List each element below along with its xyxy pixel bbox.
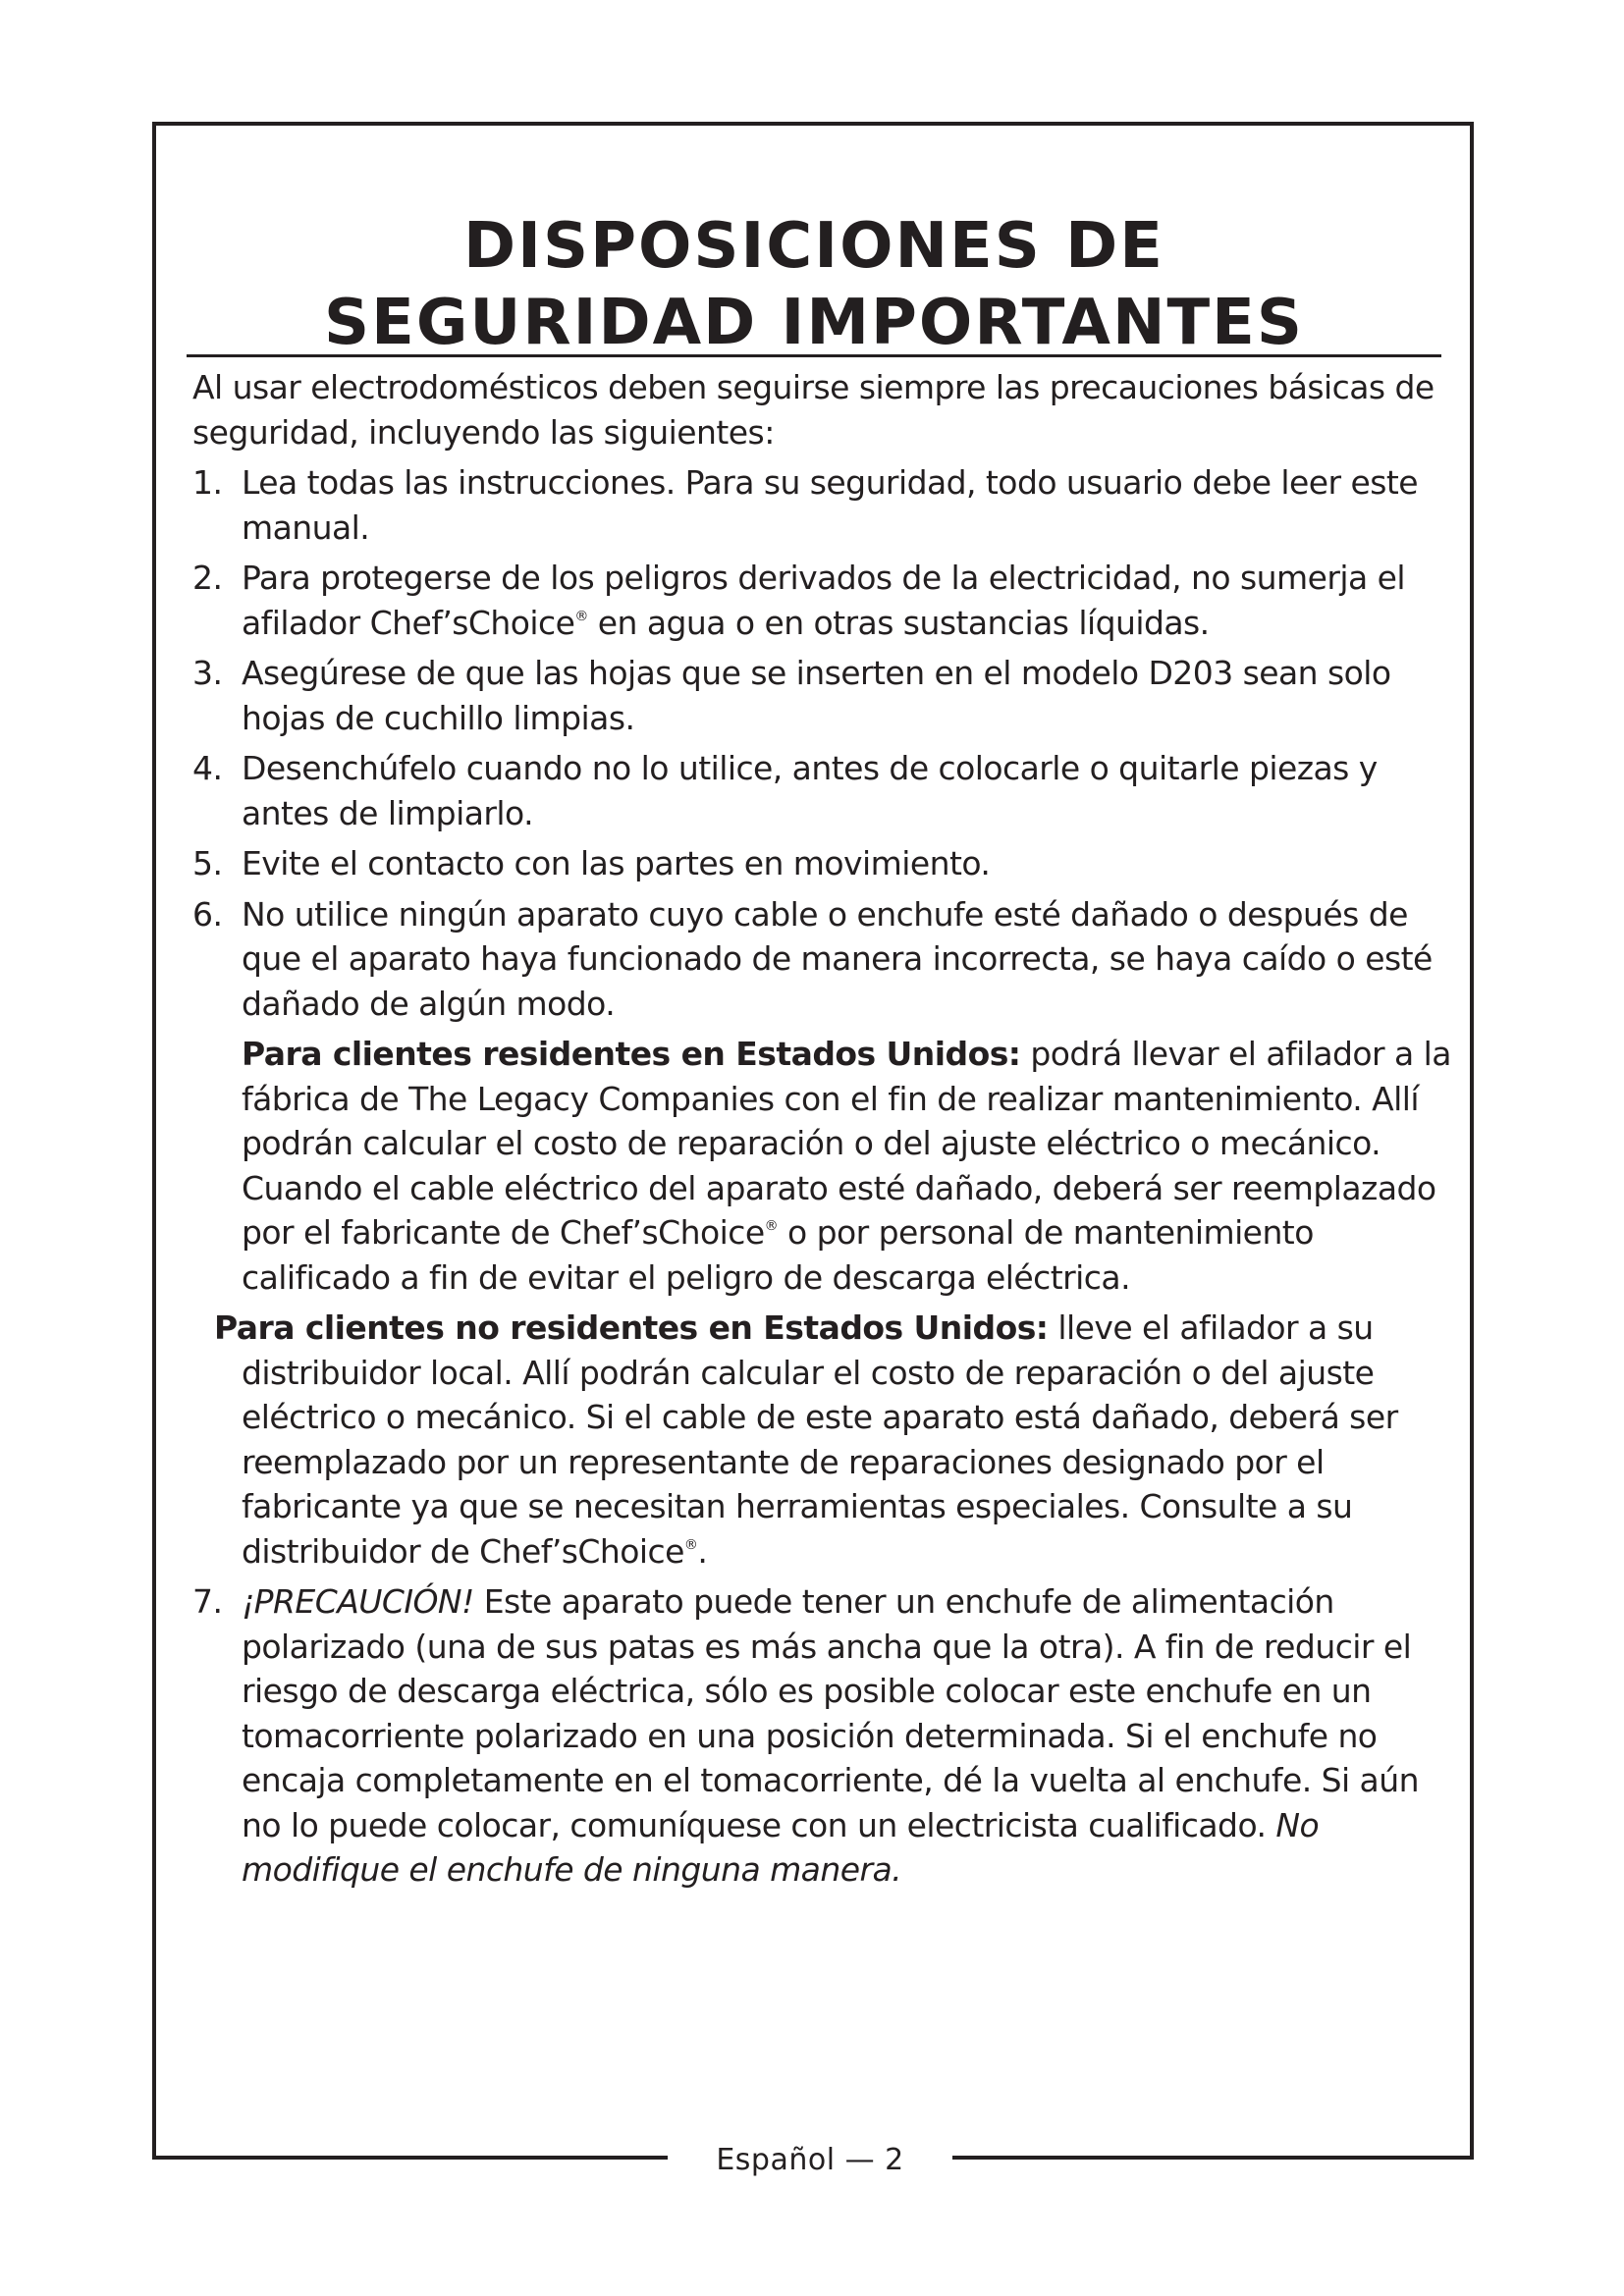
page-title	[187, 208, 1441, 361]
intro-paragraph: Al usar electrodomésticos deben seguirse siempre las precauciones básicas de seguridad, incluyendo las siguientes:	[192, 368, 1435, 452]
list-item-1	[192, 460, 1454, 550]
item-text: Este aparato puede tener un enchufe de alimentación polarizado (una de sus patas es más ancha que la otra). A fin de reducir el riesgo de descarga eléctrica, sólo es posible colocar este enchufe en un tomacorriente polarizado en una posición determinada. Si el enchufe no encaja completamente en el tomacorriente, dé la vuelta al enchufe. Si aún no lo puede colocar, comuníquese con un electricista cualificado.	[242, 1582, 1419, 1844]
item-number: 1.	[192, 463, 223, 502]
item-text-cont: en agua o en otras sustancias líquidas.	[587, 603, 1210, 642]
closing-warning: No modifique el enchufe de ninguna manera.	[242, 1805, 1320, 1889]
item-number: 4.	[192, 749, 223, 787]
title-underline	[187, 354, 1441, 357]
registered-mark: ®	[764, 1218, 779, 1234]
non-us-customers-text: lleve el afilador a su distribuidor local. Allí podrán calcular el costo de reparación o del ajuste eléctrico o mecánico. Si el cable de este aparato está dañado, deberá ser reemplazado por un representante de reparaciones designado por el fabricante ya que se necesitan herramientas especiales. Consulte a su distribuidor de Chef’sChoice	[242, 1308, 1398, 1571]
list-item-6	[192, 892, 1454, 1027]
us-customers-paragraph	[192, 1032, 1454, 1300]
non-us-customers-label: Para clientes no residentes en Estados Unidos:	[214, 1308, 1049, 1347]
item-number: 7.	[192, 1582, 223, 1621]
item-text: Lea todas las instrucciones. Para su seguridad, todo usuario debe leer este manual.	[242, 463, 1419, 547]
page-footer: Español — 2	[716, 2143, 904, 2177]
title-line-2: SEGURIDAD IMPORTANTES	[324, 287, 1304, 359]
item-text: Evite el contacto con las partes en movimiento.	[242, 844, 991, 882]
list-item-3	[192, 651, 1454, 740]
non-us-customers-paragraph	[192, 1306, 1454, 1574]
item-number: 3.	[192, 654, 223, 692]
list-item-4	[192, 746, 1454, 835]
list-item-5	[192, 841, 1454, 886]
us-customers-text: podrá llevar el afilador a la fábrica de The Legacy Companies con el fin de realizar mantenimiento. Allí podrán calcular el costo de reparación o del ajuste eléctrico o mecánico. Cuando el cable eléctrico del aparato esté dañado, deberá ser reemplazado por el fabricante de Chef’sChoice	[242, 1035, 1451, 1252]
item-text: Para protegerse de los peligros derivados de la electricidad, no sumerja el afilador Chef’sChoice	[242, 559, 1405, 642]
item-number: 5.	[192, 844, 223, 882]
item-text: Asegúrese de que las hojas que se inserten en el modelo D203 sean solo hojas de cuchillo limpias.	[242, 654, 1391, 737]
list-item-2	[192, 556, 1454, 645]
item-text: Desenchúfelo cuando no lo utilice, antes de colocarle o quitarle piezas y antes de limpiarlo.	[242, 749, 1378, 832]
title-line-1: DISPOSICIONES DE	[463, 210, 1164, 283]
caution-label: ¡PRECAUCIÓN!	[242, 1582, 474, 1621]
item-number: 6.	[192, 894, 223, 934]
list-item-7	[192, 1579, 1454, 1893]
us-customers-label: Para clientes residentes en Estados Unidos:	[242, 1035, 1021, 1073]
us-customers-text-cont: o por personal de mantenimiento calificado a fin de evitar el peligro de descarga eléctrica.	[242, 1213, 1314, 1297]
item-number: 2.	[192, 559, 223, 597]
registered-mark: ®	[574, 608, 588, 624]
registered-mark: ®	[683, 1536, 698, 1553]
item-text: No utilice ningún aparato cuyo cable o enchufe esté dañado o después de que el aparato haya funcionado de manera incorrecta, se haya caído o esté dañado de algún modo.	[242, 894, 1433, 1023]
non-us-customers-text-cont: .	[697, 1531, 708, 1571]
safety-content	[192, 365, 1454, 1898]
